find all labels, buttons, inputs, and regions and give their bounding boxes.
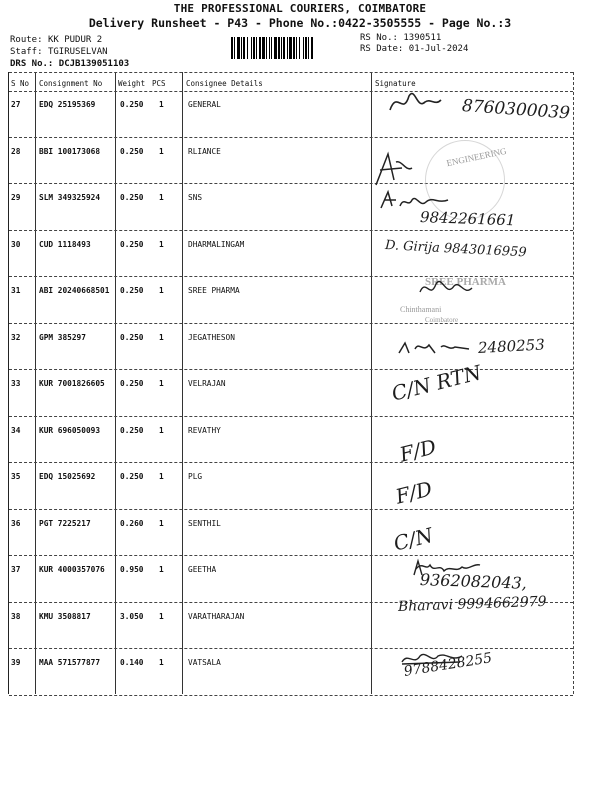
col-signature: Signature <box>375 79 416 88</box>
signature-text-27: 8760300039 <box>461 96 571 124</box>
col-consignment: Consignment No <box>39 79 103 88</box>
staff-label: Staff: <box>10 47 43 57</box>
table-row <box>9 509 573 557</box>
cell-sno: 34 <box>11 425 21 435</box>
cell-consignee: GEETHA <box>188 565 217 574</box>
cell-weight: 0.250 <box>120 193 144 202</box>
cell-weight: 0.250 <box>120 100 144 109</box>
cell-weight: 0.260 <box>120 518 144 528</box>
cell-consignment: PGT 7225217 <box>39 518 91 528</box>
cell-sno: 36 <box>11 518 21 528</box>
signature-text-35: F/D <box>393 476 435 509</box>
route-label: Route: <box>10 35 43 45</box>
signature-text-37: 9362082043, <box>419 570 528 593</box>
signature-text-34: F/D <box>397 434 439 467</box>
cell-consignee: REVATHY <box>188 425 221 435</box>
rs-date-label: RS Date: <box>360 44 404 54</box>
cell-consignment: KUR 7001826605 <box>39 379 105 388</box>
cell-consignee: GENERAL <box>188 100 221 109</box>
barcode-image <box>230 37 355 59</box>
staff-line <box>10 47 108 57</box>
table-row <box>9 369 573 417</box>
cell-consignment: MAA 571577877 <box>39 658 101 667</box>
cell-consignee: VARATHARAJAN <box>188 611 245 621</box>
pharma-stamp-title: SREE PHARMA <box>425 276 506 288</box>
cell-pcs: 1 <box>159 611 164 621</box>
signature-text-29: 9842261661 <box>419 208 516 230</box>
col-pcs: PCS <box>152 79 166 88</box>
runsheet-subtitle: Delivery Runsheet - P43 - Phone No.:0422-3505555 - Page No.:3 <box>88 16 512 30</box>
cell-consignee: PLG <box>188 472 203 481</box>
rs-date-value: 01-Jul-2024 <box>408 44 469 54</box>
rs-info <box>360 33 468 55</box>
cell-consignee: VATSALA <box>188 658 221 667</box>
cell-sno: 27 <box>11 100 21 109</box>
signature-scribble <box>385 88 445 118</box>
cell-sno: 38 <box>11 611 21 621</box>
rs-no-label: RS No.: <box>360 33 398 43</box>
signature-scribble <box>416 272 476 302</box>
cell-weight: 0.250 <box>120 239 144 249</box>
cell-sno: 35 <box>11 472 21 481</box>
cell-pcs: 1 <box>159 239 164 249</box>
cell-consignment: EDQ 25195369 <box>39 100 96 109</box>
cell-pcs: 1 <box>159 379 164 388</box>
cell-consignee: SNS <box>188 193 203 202</box>
cell-weight: 3.050 <box>120 611 144 621</box>
cell-pcs: 1 <box>159 193 164 202</box>
cell-sno: 39 <box>11 658 21 667</box>
cell-consignment: EDQ 15025692 <box>39 472 96 481</box>
cell-weight: 0.250 <box>120 332 144 342</box>
cell-pcs: 1 <box>159 658 164 667</box>
cell-consignee: SENTHIL <box>188 518 221 528</box>
signature-text-38: Bharavi 9994662979 <box>397 593 547 615</box>
drs-line <box>10 59 129 69</box>
cell-consignment: CUD 1118493 <box>39 239 91 249</box>
cell-consignee: DHARMALINGAM <box>188 239 245 249</box>
signature-scribble <box>372 150 422 190</box>
staff-value: TGIRUSELVAN <box>47 47 108 57</box>
engineering-stamp-text: ENGINEERING <box>445 145 508 169</box>
table-row <box>9 462 573 510</box>
cell-sno: 37 <box>11 565 21 574</box>
cell-pcs: 1 <box>159 100 164 109</box>
table-row <box>9 416 573 467</box>
signature-text-33: C/N RTN <box>389 360 484 406</box>
cell-consignee: VELRAJAN <box>188 379 226 388</box>
cell-pcs: 1 <box>159 286 164 295</box>
cell-sno: 33 <box>11 379 21 388</box>
cell-consignee: JEGATHESON <box>188 332 235 342</box>
pharma-stamp-addr1: Chinthamani <box>400 305 442 314</box>
route-line <box>10 35 102 45</box>
signature-text-30: D. Girija 9843016959 <box>384 238 527 261</box>
signature-text-39: 9788428255 <box>402 650 494 680</box>
cell-consignment: GPM 385297 <box>39 332 86 342</box>
cell-sno: 31 <box>11 286 21 295</box>
drs-value: DCJB139051103 <box>58 59 130 69</box>
cell-weight: 0.250 <box>120 425 144 435</box>
pharma-stamp-addr2: Coimbatore <box>425 316 459 324</box>
cell-pcs: 1 <box>159 146 164 156</box>
cell-pcs: 1 <box>159 518 164 528</box>
route-value: KK PUDUR 2 <box>47 35 103 45</box>
drs-label: DRS No.: <box>10 59 54 69</box>
cell-sno: 29 <box>11 193 21 202</box>
cell-pcs: 1 <box>159 565 164 574</box>
col-sno: S No <box>11 79 30 88</box>
table-header <box>9 72 573 92</box>
signature-text-36: C/N <box>391 522 436 556</box>
cell-weight: 0.250 <box>120 472 144 481</box>
cell-pcs: 1 <box>159 332 164 342</box>
col-weight: Weight <box>118 79 146 88</box>
signature-text-32: 2480253 <box>477 335 546 357</box>
cell-weight: 0.250 <box>120 379 144 388</box>
cell-pcs: 1 <box>159 425 164 435</box>
cell-consignment: ABI 20240668501 <box>39 286 110 295</box>
cell-consignee: RLIANCE <box>188 146 221 156</box>
cell-weight: 0.250 <box>120 286 144 295</box>
cell-consignee: SREE PHARMA <box>188 286 240 295</box>
rs-no-value: 1390511 <box>403 33 442 43</box>
page-title: THE PROFESSIONAL COURIERS, COIMBATORE <box>173 2 427 15</box>
cell-consignment: SLM 349325924 <box>39 193 101 202</box>
cell-sno: 28 <box>11 146 21 156</box>
signature-scribble <box>395 335 485 360</box>
cell-sno: 30 <box>11 239 21 249</box>
cell-pcs: 1 <box>159 472 164 481</box>
cell-consignment: KUR 4000357076 <box>39 565 105 574</box>
cell-weight: 0.250 <box>120 146 144 156</box>
cell-consignment: KMU 3508817 <box>39 611 91 621</box>
cell-weight: 0.950 <box>120 565 144 574</box>
cell-weight: 0.140 <box>120 658 144 667</box>
cell-sno: 32 <box>11 332 21 342</box>
col-consignee: Consignee Details <box>186 79 263 88</box>
cell-consignment: BBI 100173068 <box>39 146 101 156</box>
cell-consignment: KUR 696050093 <box>39 425 101 435</box>
